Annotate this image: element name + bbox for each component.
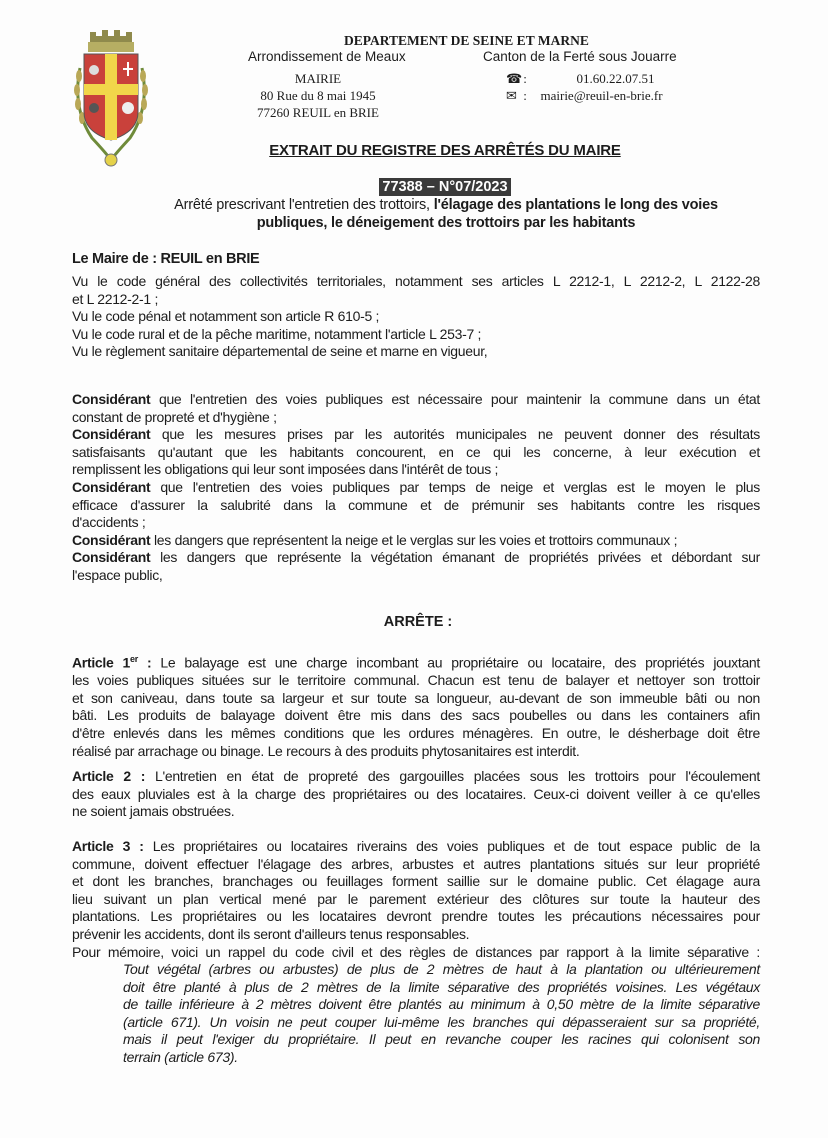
line-text: Le balayage est une charge incombant au propriétaire ou locataire, des propriétés jouxtant	[151, 654, 761, 671]
subject-part: publiques, le déneigement des trottoirs par les habitants	[256, 214, 636, 231]
email-address[interactable]: mairie@reuil-en-brie.fr	[540, 88, 663, 103]
line-text: les dangers que représentent la neige et le verglas sur les voies et trottoirs communaux ;	[150, 531, 678, 548]
article-2	[72, 768, 760, 821]
address-city: 77260 REUIL en BRIE	[257, 105, 379, 120]
subject-line	[90, 197, 802, 215]
line-text: Vu le code général des collectivités territoriales, notamment ses articles L 2212-1, L 2212-2, L 2122-28	[72, 273, 760, 289]
legal-basis-item	[72, 308, 760, 326]
line-text: réalisé par arrachage ou binage. Le recours à des produits phytosanitaires est interdit.	[72, 742, 580, 759]
subject-lines	[90, 197, 802, 232]
bold-lead: Considérant	[72, 478, 151, 495]
department-heading: DEPARTEMENT DE SEINE ET MARNE	[344, 33, 589, 48]
text-line	[72, 291, 760, 309]
line-text: d'être enlevés dans les mêmes conditions que les ordures ménagères. En outre, le désherbage doit être	[72, 725, 760, 742]
consideration-item	[72, 532, 760, 550]
text-line	[72, 444, 760, 462]
line-text: et dont les branches, branchages ou feuillages forment saillie sur le domaine public. Cet élagage aura	[72, 873, 760, 890]
line-text: prévenir les accidents, dont ils seront d'ailleurs tenus responsables.	[72, 925, 470, 942]
arrete-heading: ARRÊTE :	[383, 614, 453, 630]
legal-basis-list	[72, 273, 760, 361]
line-text: efficace d'assurer la salubrité dans la commune et de prémunir ses habitants contre les risques	[72, 496, 760, 513]
text-line	[72, 786, 760, 804]
text-line	[72, 803, 760, 821]
mayor-line: Le Maire de : REUIL en BRIE	[72, 251, 260, 267]
text-line	[72, 838, 760, 856]
text-line	[72, 707, 760, 725]
bold-lead: Considérant	[72, 426, 151, 443]
text-line	[72, 426, 760, 444]
text-line	[123, 979, 760, 997]
bold-lead: Article 2 :	[72, 768, 146, 784]
decree-number: 77388 – N°07/2023	[379, 178, 510, 196]
line-text: Tout végétal (arbres ou arbustes) de plus de 2 mètres de haut à la plantation ou ultérieurement	[123, 961, 760, 977]
line-text: que les mesures prises par les autorités municipales ne peuvent donner des résultats	[150, 426, 760, 443]
text-line	[123, 961, 760, 979]
line-text: Vu le règlement sanitaire départemental de seine et marne en vigueur,	[72, 343, 488, 360]
text-line	[72, 391, 760, 409]
line-text: Pour mémoire, voici un rappel du code civil et des règles de distances par rapport à la limite séparative :	[72, 943, 760, 960]
line-text: ne soient jamais obstruées.	[72, 803, 235, 820]
consideration-item	[72, 391, 760, 426]
line-text: et L 2212-2-1 ;	[72, 290, 159, 307]
bold-lead-colon: :	[137, 654, 152, 671]
arrondissement: Arrondissement de Meaux	[248, 49, 406, 64]
line-text: que l'entretien des voies publiques par temps de neige et verglas est le moyen le plus	[150, 478, 760, 495]
text-line	[72, 326, 760, 344]
line-text: l'espace public,	[72, 566, 163, 583]
text-line	[72, 944, 760, 962]
subject-part: l'entretien des trottoirs,	[288, 197, 434, 213]
phone-row	[506, 70, 663, 87]
text-line	[72, 273, 760, 291]
line-text: les voies publiques situées sur le territoire communal. Chacun est tenu de balayer et nettoyer son trottoir	[72, 672, 760, 689]
text-line	[123, 1031, 760, 1049]
line-text: mais il peut l'exiger du propriétaire. Il peut en revanche couper les racines qui colonisent son	[123, 1031, 760, 1048]
text-line	[123, 1049, 760, 1067]
subject-part: l'élagage des plantations le long des voies	[433, 197, 718, 213]
legal-basis-item	[72, 326, 760, 344]
bold-lead: Considérant	[72, 549, 151, 566]
legal-basis-item	[72, 273, 760, 308]
line-text: les dangers que représente la végétation émanant de propriétés privées et débordant sur	[150, 549, 760, 566]
telephone-icon: ☎	[506, 71, 523, 86]
register-title: EXTRAIT DU REGISTRE DES ARRÊTÉS DU MAIRE	[269, 142, 621, 159]
phone-number: 01.60.22.07.51	[576, 71, 655, 86]
line-text: lieu suivant un plan vertical mené par le parement extérieur des clôtures sur toute la hauteur des	[72, 890, 760, 907]
line-text: doit être planté à plus de 2 mètres de la limite séparative des propriétés voisines. Les végétaux	[123, 978, 760, 995]
consideration-item	[72, 426, 760, 479]
text-line	[72, 308, 760, 326]
text-line	[72, 743, 760, 761]
consideration-item	[72, 479, 760, 532]
text-line	[123, 996, 760, 1014]
text-line	[72, 725, 760, 743]
line-text: et son caniveau, dans toute sa largeur et sur toute sa longueur, au-devant de son immeuble bâti ou non	[72, 689, 760, 706]
text-line	[72, 549, 760, 567]
line-text: bâti. Les produits de balayage doivent être mis dans des sacs poubelles ou dans les containers afin	[72, 707, 760, 724]
legal-basis-item	[72, 343, 760, 361]
line-text: Les propriétaires ou locataires riverains des voies publiques et de tout espace public de la	[143, 838, 760, 854]
line-text: que l'entretien des voies publiques est nécessaire pour maintenir la commune dans un état	[150, 391, 760, 407]
text-line	[72, 690, 760, 708]
line-text: des eaux pluviales est à la charge des propriétaires ou des locataires. Ceux-ci doivent veiller à ce qu'elles	[72, 785, 760, 802]
text-line	[72, 532, 760, 550]
address-street: 80 Rue du 8 mai 1945	[260, 88, 376, 103]
line-text: de taille inférieure à 2 mètres doivent être plantés au minimum à 0,50 mètre de la limite séparative	[123, 996, 760, 1013]
mail-icon: ✉	[506, 88, 517, 103]
text-line	[123, 1014, 760, 1032]
mairie-address	[248, 70, 388, 121]
email-row	[506, 87, 663, 104]
line-text: terrain (article 673).	[123, 1048, 238, 1065]
bold-lead: Considérant	[72, 531, 151, 548]
subject-line	[90, 215, 802, 233]
line-text: constant de propreté et d'hygiène ;	[72, 408, 277, 425]
text-line	[72, 651, 760, 672]
bold-lead: Article 1	[72, 654, 131, 671]
article-1	[72, 651, 760, 760]
text-line	[72, 479, 760, 497]
bold-lead: Article 3 :	[72, 838, 144, 854]
bold-lead: Considérant	[72, 391, 151, 407]
superscript: er	[130, 654, 138, 664]
line-text: L'entretien en état de propreté des gargouilles placées sous les trottoirs pour l'écoulement	[145, 768, 760, 784]
phone-label: :	[523, 71, 527, 86]
line-text: satisfaisants qu'autant que les habitants concourent, en ce qui les concerne, à leur exécution et	[72, 443, 760, 460]
text-line	[72, 514, 760, 532]
email-label: :	[523, 88, 527, 103]
text-line	[72, 873, 760, 891]
text-line	[72, 567, 760, 585]
consideration-item	[72, 549, 760, 584]
considerations-list	[72, 391, 760, 585]
decree-subject	[90, 197, 802, 232]
article-3-civil-code-quote	[123, 961, 760, 1067]
line-text: commune, doivent effectuer l'élagage des arbres, arbustes et autres plantations situés sur leur propriété	[72, 855, 760, 872]
line-text: plantations. Les propriétaires ou les locataires devront prendre toutes les précautions nécessaires pour	[72, 908, 760, 925]
text-line	[72, 672, 760, 690]
text-line	[72, 461, 760, 479]
text-line	[72, 891, 760, 909]
article-3	[72, 838, 760, 961]
contact-block	[506, 70, 663, 104]
line-text: Vu le code rural et de la pêche maritime, notamment l'article L 253-7 ;	[72, 325, 482, 342]
line-text: Vu le code pénal et notamment son article R 610-5 ;	[72, 308, 380, 325]
subject-part: Arrêté prescrivant	[174, 197, 289, 213]
text-line	[72, 768, 760, 786]
text-line	[72, 343, 760, 361]
mairie-label: MAIRIE	[294, 71, 342, 86]
line-text: remplissent les obligations qui leur sont imposées dans l'intérêt de tous ;	[72, 461, 499, 478]
canton: Canton de la Ferté sous Jouarre	[483, 49, 677, 64]
text-line	[72, 908, 760, 926]
text-line	[72, 856, 760, 874]
line-text: (article 671). Un voisin ne peut couper lui-même les branches qui dépasseraient sur sa propriété,	[123, 1013, 760, 1030]
line-text: d'accidents ;	[72, 514, 146, 531]
text-line	[72, 926, 760, 944]
text-line	[72, 409, 760, 427]
text-line	[72, 497, 760, 515]
